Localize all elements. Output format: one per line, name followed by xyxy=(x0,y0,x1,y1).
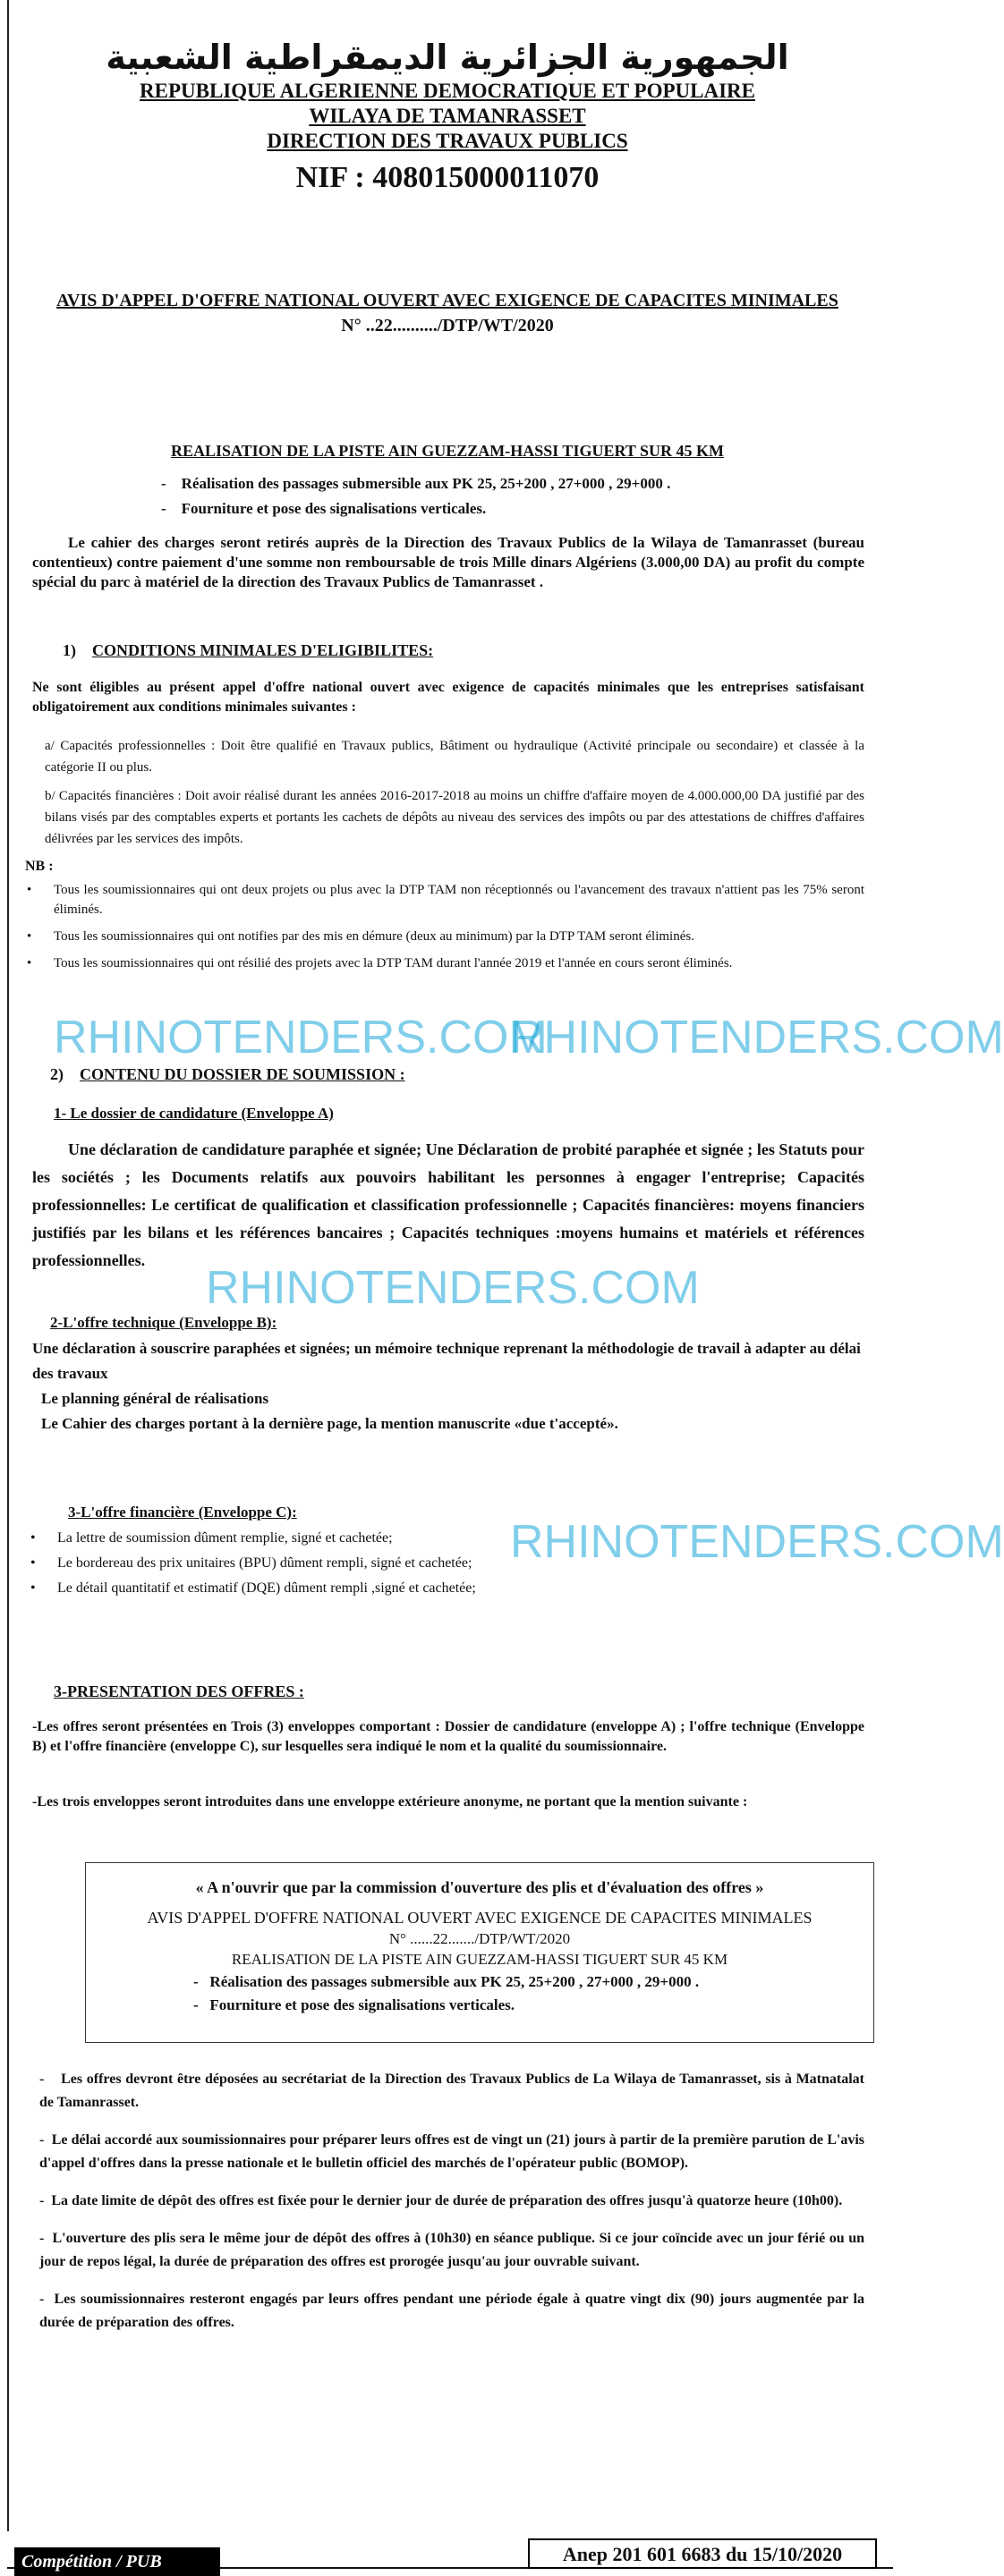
watermark: RHINOTENDERS.COM xyxy=(510,1012,1004,1063)
box-line: REALISATION DE LA PISTE AIN GUEZZAM-HASSI TIGUERT SUR 45 KM xyxy=(231,1951,728,1968)
final-paragraph: - Les soumissionnaires resteront engagés par leurs offres pendant une période égale à quatre vingt dix (90) jours augmentée par la durée de préparation des offres. xyxy=(39,2292,864,2330)
box-line: « A n'ouvrir que par la commission d'ouverture des plis et d'évaluation des offres » xyxy=(195,1878,764,1896)
wilaya-title: WILAYA DE TAMANRASSET xyxy=(309,105,586,127)
final-paragraph: - Le délai accordé aux soumissionnaires pour préparer leurs offres est de vingt un (21) jours à partir de la première parution de L'avis d'appel d'offres dans la presse nationale et le bulletin officiel des marchés de l'opérateur public (BOMOP). xyxy=(39,2132,865,2171)
document-header xyxy=(0,36,895,199)
arabic-republic-title: الجمهورية الجزائرية الديمقراطية الشعبية xyxy=(106,38,789,77)
footer-anep-reference: Anep 201 601 6683 du 15/10/2020 xyxy=(528,2538,877,2569)
envelope-a-text: Une déclaration de candidature paraphée et signée; Une Déclaration de probité paraphée et signée ; les Statuts pour les sociétés ; les Documents relatifs aux pouvoirs habilitant les personnes à engager l'entreprise; Capacités professionnelles: Le certificat de qualification et classification professionnelle ; Capacités financières: moyens financiers justifiés par les bilans et les références bancaires ; Capacités techniques :moyens humains et matériels et références professionnelles. xyxy=(32,1140,864,1269)
project-item: - Fourniture et pose des signalisations verticales. xyxy=(161,500,487,517)
envelope-a-title: 1- Le dossier de candidature (Enveloppe A) xyxy=(54,1105,334,1122)
watermark: RHINOTENDERS.COM xyxy=(206,1262,700,1314)
nb-item: • Tous les soumissionnaires qui ont deux projets ou plus avec la DTP TAM non réceptionnés ou l'avancement des travaux n'attient pas les 75% seront éliminés. xyxy=(27,880,864,919)
nb-item: • Tous les soumissionnaires qui ont notifies par des mis en démure (deux au minimum) par la DTP TAM seront éliminés. xyxy=(27,927,864,946)
footer-category-label: Compétition / PUB xyxy=(14,2547,220,2576)
project-items xyxy=(161,474,859,519)
section3-heading: 3-PRESENTATION DES OFFRES : xyxy=(54,1682,304,1700)
envelope-b-title: 2-L'offre technique (Enveloppe B): xyxy=(50,1314,277,1331)
envelope-b-line: Le planning général de réalisations xyxy=(41,1390,269,1407)
final-paragraphs xyxy=(32,2068,864,2334)
section3-paragraph-2: -Les trois enveloppes seront introduites dans une enveloppe extérieure anonyme, ne portant que la mention suivante : xyxy=(32,1794,748,1809)
nif-number: NIF : 408015000011070 xyxy=(295,161,600,194)
envelope-b-line: Le Cahier des charges portant à la dernière page, la mention manuscrite «due t'accepté». xyxy=(41,1415,618,1432)
section1-intro: Ne sont éligibles au présent appel d'offre national ouvert avec exigence de capacités minimales que les entreprises satisfaisant obligatoirement aux conditions minimales suivantes : xyxy=(32,680,864,715)
watermark: RHINOTENDERS.COM xyxy=(510,1516,1004,1568)
envelope-c-title: 3-L'offre financière (Enveloppe C): xyxy=(68,1504,297,1521)
criteria-a: a/ Capacités professionnelles : Doit être qualifié en Travaux publics, Bâtiment ou hydraulique (Activité principale ou secondaire) et classée à la catégorie II ou plus. xyxy=(45,739,864,775)
notice-title: AVIS D'APPEL D'OFFRE NATIONAL OUVERT AVEC EXIGENCE DE CAPACITES MINIMALES N° ..22........../DTP/WT/2020 xyxy=(0,288,895,338)
box-line: N° ......22......./DTP/WT/2020 xyxy=(388,1930,571,1947)
final-paragraph: - La date limite de dépôt des offres est fixée pour le dernier jour de durée de préparation des offres jusqu'à quatorze heure (10h00). xyxy=(39,2193,843,2208)
project-item: - Réalisation des passages submersible aux PK 25, 25+200 , 27+000 , 29+000 . xyxy=(161,475,671,492)
nb-list xyxy=(27,880,864,980)
envelope-c-item: • Le détail quantitatif et estimatif (DQE) dûment rempli ,signé et cachetée; xyxy=(30,1578,657,1599)
box-item: - Réalisation des passages submersible aux PK 25, 25+200 , 27+000 , 29+000 . xyxy=(193,1973,700,1990)
watermark: RHINOTENDERS.COM xyxy=(54,1012,548,1063)
box-item: - Fourniture et pose des signalisations verticales. xyxy=(193,1996,515,2013)
republic-title: REPUBLIQUE ALGERIENNE DEMOCRATIQUE ET POPULAIRE xyxy=(140,80,755,102)
final-paragraph: - L'ouverture des plis sera le même jour de dépôt des offres à (10h30) en séance publique. Si ce jour coïncide avec un jour férié ou un jour de repos légal, la durée de préparation des offres est prorogée jusqu'au jour ouvrable suivant. xyxy=(39,2231,865,2269)
section1-heading: 1) CONDITIONS MINIMALES D'ELIGIBILITES: xyxy=(63,641,434,659)
final-paragraph: - Les offres devront être déposées au secrétariat de la Direction des Travaux Publics de La Wilaya de Tamanrasset, sis à Matnatalat de Tamanrasset. xyxy=(39,2072,865,2110)
nb-item: • Tous les soumissionnaires qui ont résilié des projets avec la DTP TAM durant l'année 2019 et l'année en cours seront éliminés. xyxy=(27,953,864,973)
section2-heading: 2) CONTENU DU DOSSIER DE SOUMISSION : xyxy=(50,1065,405,1083)
envelope-b-line: Une déclaration à souscrire paraphées et signées; un mémoire technique reprenant la méthodologie de travail à adapter au délai des travaux xyxy=(32,1340,861,1382)
criteria-b: b/ Capacités financières : Doit avoir réalisé durant les années 2016-2017-2018 au moins un chiffre d'affaire moyen de 4.000.000,00 DA justifié par des bilans visés par des comptables experts et portants les cachets de dépôts au niveau des services des impôts ou par des attestations de chiffres d'affaires délivrées par les services des impôts. xyxy=(45,789,864,846)
direction-title: DIRECTION DES TRAVAUX PUBLICS xyxy=(267,130,628,152)
project-title: REALISATION DE LA PISTE AIN GUEZZAM-HASSI TIGUERT SUR 45 KM xyxy=(170,442,724,460)
section3-paragraph-1: -Les offres seront présentées en Trois (3) enveloppes comportant : Dossier de candidature (enveloppe A) ; l'offre technique (Enveloppe B) et l'offre financière (enveloppe C), sur lesquelles sera indiqué le nom et la qualité du soumissionnaire. xyxy=(32,1719,864,1754)
envelope-mention-box xyxy=(85,1862,874,2043)
cahier-paragraph: Le cahier des charges seront retirés auprès de la Direction des Travaux Publics de la Wilaya de Tamanrasset (bureau contentieux) contre paiement d'une somme non remboursable de trois Mille dinars Algériens (3.000,00 DA) au profit du compte spécial du parc à matériel de la direction des Travaux Publics de Tamanrasset . xyxy=(32,534,864,590)
nb-label: NB : xyxy=(25,859,54,874)
left-border-line xyxy=(7,0,9,2531)
box-line: AVIS D'APPEL D'OFFRE NATIONAL OUVERT AVEC EXIGENCE DE CAPACITES MINIMALES xyxy=(147,1909,813,1927)
envelope-c-item: • Le bordereau des prix unitaires (BPU) dûment rempli, signé et cachetée; xyxy=(30,1553,657,1574)
envelope-c-item: • La lettre de soumission dûment remplie, signé et cachetée; xyxy=(30,1528,657,1549)
envelope-b-lines xyxy=(32,1336,864,1436)
notice-number: N° ..22........../DTP/WT/2020 xyxy=(341,316,554,335)
